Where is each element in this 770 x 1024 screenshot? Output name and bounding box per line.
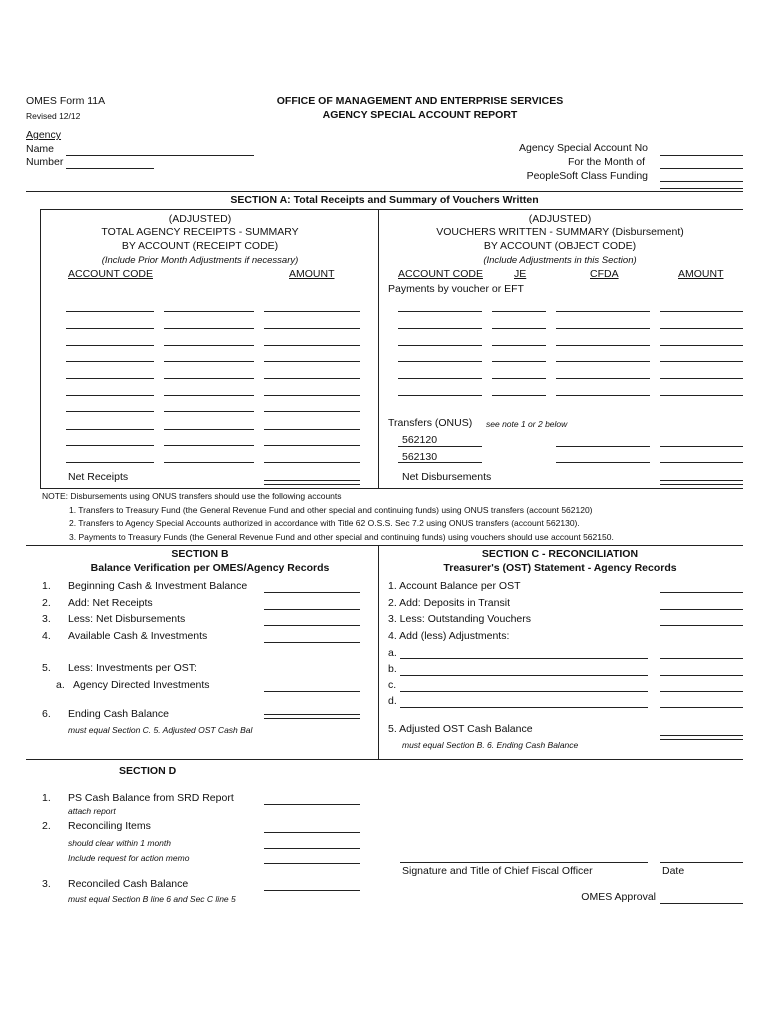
b-item-6: Ending Cash Balance [68, 708, 169, 720]
left-line2: BY ACCOUNT (RECEIPT CODE) [121, 240, 279, 252]
office-title: OFFICE OF MANAGEMENT AND ENTERPRISE SERVICES [276, 95, 564, 107]
right-note: (Include Adjustments in this Section) [483, 255, 637, 266]
section-c-subtitle: Treasurer's (OST) Statement - Agency Records [443, 562, 677, 574]
d-item-1-num: 1. [42, 792, 51, 804]
voucher-account-field[interactable] [398, 395, 482, 396]
receipt-account-field[interactable] [66, 395, 154, 396]
b-line-3-field[interactable] [264, 625, 360, 626]
receipt-subcode-field[interactable] [164, 345, 254, 346]
transfers-label: Transfers (ONUS) [388, 417, 473, 429]
agency-number-field[interactable] [66, 168, 154, 169]
right-col-amount: AMOUNT [678, 268, 724, 280]
right-line2: BY ACCOUNT (OBJECT CODE) [483, 240, 637, 252]
c-adjustment-a-amount[interactable] [660, 658, 743, 659]
note-2: 2. Transfers to Agency Special Accounts authorized in accordance with Title 62 O.S.S. Sec 7.2 using ONUS transfers (account 562130). [69, 518, 580, 528]
c-item-5: 5. Adjusted OST Cash Balance [388, 723, 533, 735]
receipt-subcode-field[interactable] [164, 311, 254, 312]
voucher-cfda-field[interactable] [556, 328, 650, 329]
b-item-5a-num: a. [56, 679, 65, 691]
note-1: 1. Transfers to Treasury Fund (the General Revenue Fund and other special and continuing funds) using ONUS transfers (account 562120) [69, 505, 593, 515]
voucher-je-field[interactable] [492, 361, 546, 362]
c-line-1-field[interactable] [660, 592, 743, 593]
c-adjustment-d-desc[interactable] [400, 707, 648, 708]
b-item-2-num: 2. [42, 597, 51, 609]
receipt-account-field[interactable] [66, 429, 154, 430]
receipt-account-field[interactable] [66, 462, 154, 463]
voucher-cfda-field[interactable] [556, 395, 650, 396]
b-item-4: Available Cash & Investments [68, 630, 208, 642]
c-adjustment-b-desc[interactable] [400, 675, 648, 676]
net-receipts-total[interactable] [264, 480, 360, 485]
agency-name-field[interactable] [66, 155, 254, 156]
receipt-account-field[interactable] [66, 345, 154, 346]
receipt-account-field[interactable] [66, 445, 154, 446]
b-line-2-field[interactable] [264, 609, 360, 610]
c-adjustment-c-amount[interactable] [660, 691, 743, 692]
name-label: Name [26, 143, 55, 155]
d-line-1-field[interactable] [264, 804, 360, 805]
b-item-2: Add: Net Receipts [68, 597, 153, 609]
account-no-label: Agency Special Account No [519, 142, 648, 154]
d-item-2-num: 2. [42, 820, 51, 832]
signature-label: Signature and Title of Chief Fiscal Officer [402, 865, 593, 877]
receipt-amount-field[interactable] [264, 445, 360, 446]
receipt-subcode-field[interactable] [164, 378, 254, 379]
c-line-5-field[interactable] [660, 735, 743, 740]
section-a-top-rule [26, 191, 743, 192]
b-item-3: Less: Net Disbursements [68, 613, 186, 625]
right-adjusted: (ADJUSTED) [528, 213, 592, 225]
net-disbursements-total[interactable] [660, 480, 743, 485]
voucher-je-field[interactable] [492, 378, 546, 379]
b-line-1-field[interactable] [264, 592, 360, 593]
transfer-code-562130: 562130 [402, 451, 438, 463]
c-sub-d: d. [388, 695, 397, 707]
receipt-subcode-field[interactable] [164, 361, 254, 362]
voucher-je-field[interactable] [492, 345, 546, 346]
voucher-amount-field[interactable] [660, 395, 743, 396]
signature-field[interactable] [400, 862, 648, 863]
receipt-account-field[interactable] [66, 361, 154, 362]
left-col-amount: AMOUNT [289, 268, 335, 280]
b-item-3-num: 3. [42, 613, 51, 625]
receipt-subcode-field[interactable] [164, 411, 254, 412]
account-no-field[interactable] [660, 155, 743, 156]
voucher-amount-field[interactable] [660, 311, 743, 312]
agency-label: Agency [26, 129, 62, 141]
note-title: NOTE: Disbursements using ONUS transfers should use the following accounts [42, 491, 342, 501]
omes-approval-label: OMES Approval [581, 891, 656, 903]
voucher-amount-field[interactable] [660, 378, 743, 379]
voucher-je-field[interactable] [492, 328, 546, 329]
b-item-1: Beginning Cash & Investment Balance [68, 580, 248, 592]
receipt-account-field[interactable] [66, 311, 154, 312]
number-label: Number [26, 156, 64, 168]
voucher-cfda-field[interactable] [556, 311, 650, 312]
date-field[interactable] [660, 862, 743, 863]
d-item-2: Reconciling Items [68, 820, 151, 832]
receipt-amount-field[interactable] [264, 429, 360, 430]
c-line-2-field[interactable] [660, 609, 743, 610]
d-item-2-note-2: Include request for action memo [68, 853, 190, 863]
voucher-amount-field[interactable] [660, 345, 743, 346]
c-sub-a: a. [388, 647, 397, 659]
receipt-account-field[interactable] [66, 328, 154, 329]
transfer-code-field[interactable] [398, 446, 482, 447]
receipt-account-field[interactable] [66, 411, 154, 412]
d-item-1-note: attach report [68, 806, 116, 816]
d-line-2c-field[interactable] [264, 863, 360, 864]
peoplesoft-label: PeopleSoft Class Funding [526, 170, 648, 182]
net-disbursements-label: Net Disbursements [402, 471, 492, 483]
receipt-amount-field[interactable] [264, 462, 360, 463]
omes-approval-field[interactable] [660, 903, 743, 904]
left-col-account: ACCOUNT CODE [68, 268, 153, 280]
receipt-subcode-field[interactable] [164, 462, 254, 463]
c-adjustment-b-amount[interactable] [660, 675, 743, 676]
receipt-amount-field[interactable] [264, 361, 360, 362]
transfer-cfda-field[interactable] [556, 446, 650, 447]
section-b-title: SECTION B [171, 548, 229, 560]
d-item-3: Reconciled Cash Balance [68, 878, 189, 890]
d-item-2-note-1: should clear within 1 month [68, 838, 172, 848]
b-ending-note: must equal Section C. 5. Adjusted OST Cash Bal [68, 725, 253, 735]
left-adjusted: (ADJUSTED) [168, 213, 232, 225]
c-adjustment-a-desc[interactable] [400, 658, 648, 659]
voucher-je-field[interactable] [492, 311, 546, 312]
d-line-2-field[interactable] [264, 832, 360, 833]
right-col-je: JE [514, 268, 527, 280]
left-line1: TOTAL AGENCY RECEIPTS - SUMMARY [101, 226, 299, 238]
net-receipts-label: Net Receipts [68, 471, 129, 483]
receipt-subcode-field[interactable] [164, 328, 254, 329]
transfer-amount-field[interactable] [660, 446, 743, 447]
date-label: Date [662, 865, 685, 877]
voucher-account-field[interactable] [398, 328, 482, 329]
c-adjustment-c-desc[interactable] [400, 691, 648, 692]
receipt-account-field[interactable] [66, 378, 154, 379]
section-c-title: SECTION C - RECONCILIATION [481, 548, 639, 560]
voucher-cfda-field[interactable] [556, 378, 650, 379]
receipt-subcode-field[interactable] [164, 395, 254, 396]
receipt-subcode-field[interactable] [164, 429, 254, 430]
b-line-6-field[interactable] [264, 714, 360, 719]
receipt-subcode-field[interactable] [164, 445, 254, 446]
d-item-1: PS Cash Balance from SRD Report [68, 792, 234, 804]
b-item-5a: Agency Directed Investments [73, 679, 210, 691]
voucher-je-field[interactable] [492, 395, 546, 396]
report-title: AGENCY SPECIAL ACCOUNT REPORT [322, 109, 518, 121]
voucher-account-field[interactable] [398, 345, 482, 346]
transfer-amount-field[interactable] [660, 462, 743, 463]
right-line1: VOUCHERS WRITTEN - SUMMARY (Disbursement) [436, 226, 684, 238]
transfers-note: see note 1 or 2 below [486, 419, 568, 429]
c-adjustment-d-amount[interactable] [660, 707, 743, 708]
receipt-amount-field[interactable] [264, 311, 360, 312]
voucher-cfda-field[interactable] [556, 345, 650, 346]
d-line-2b-field[interactable] [264, 848, 360, 849]
payments-label: Payments by voucher or EFT [388, 283, 524, 295]
transfer-code-562120: 562120 [402, 434, 438, 446]
voucher-amount-field[interactable] [660, 328, 743, 329]
left-note: (Include Prior Month Adjustments if necessary) [101, 255, 299, 266]
b-item-6-num: 6. [42, 708, 51, 720]
revised-date: Revised 12/12 [26, 111, 81, 121]
transfer-cfda-field[interactable] [556, 462, 650, 463]
receipt-amount-field[interactable] [264, 328, 360, 329]
section-b-subtitle: Balance Verification per OMES/Agency Records [90, 562, 330, 574]
peoplesoft-field[interactable] [660, 181, 743, 182]
c-item-3: 3. Less: Outstanding Vouchers [388, 613, 532, 625]
c-item-4: 4. Add (less) Adjustments: [388, 630, 510, 642]
c-adjusted-note: must equal Section B. 6. Ending Cash Balance [402, 740, 579, 750]
c-item-1: 1. Account Balance per OST [388, 580, 521, 592]
b-item-5-num: 5. [42, 662, 51, 674]
b-item-4-num: 4. [42, 630, 51, 642]
voucher-account-field[interactable] [398, 361, 482, 362]
note-3: 3. Payments to Treasury Funds (the General Revenue Fund and other special and continuing funds) using vouchers should use account 562150. [69, 532, 614, 542]
c-sub-b: b. [388, 663, 397, 675]
c-line-3-field[interactable] [660, 625, 743, 626]
b-item-5: Less: Investments per OST: [68, 662, 197, 674]
receipt-amount-field[interactable] [264, 378, 360, 379]
section-d-title: SECTION D [119, 765, 177, 777]
section-a-title: SECTION A: Total Receipts and Summary of Vouchers Written [230, 194, 539, 206]
voucher-amount-field[interactable] [660, 361, 743, 362]
voucher-cfda-field[interactable] [556, 361, 650, 362]
right-col-account: ACCOUNT CODE [398, 268, 483, 280]
voucher-account-field[interactable] [398, 311, 482, 312]
d-line-3-field[interactable] [264, 890, 360, 891]
receipt-amount-field[interactable] [264, 345, 360, 346]
voucher-account-field[interactable] [398, 378, 482, 379]
c-sub-c: c. [388, 679, 397, 691]
b-line-5a-field[interactable] [264, 691, 360, 692]
receipt-amount-field[interactable] [264, 411, 360, 412]
receipt-amount-field[interactable] [264, 395, 360, 396]
b-line-4-field[interactable] [264, 642, 360, 643]
month-label: For the Month of [567, 156, 645, 168]
right-col-cfda: CFDA [590, 268, 619, 280]
form-number: OMES Form 11A [26, 95, 106, 107]
month-field[interactable] [660, 168, 743, 169]
d-item-3-num: 3. [42, 878, 51, 890]
d-item-3-note: must equal Section B line 6 and Sec C line 5 [68, 894, 236, 904]
c-item-2: 2. Add: Deposits in Transit [388, 597, 510, 609]
b-item-1-num: 1. [42, 580, 51, 592]
